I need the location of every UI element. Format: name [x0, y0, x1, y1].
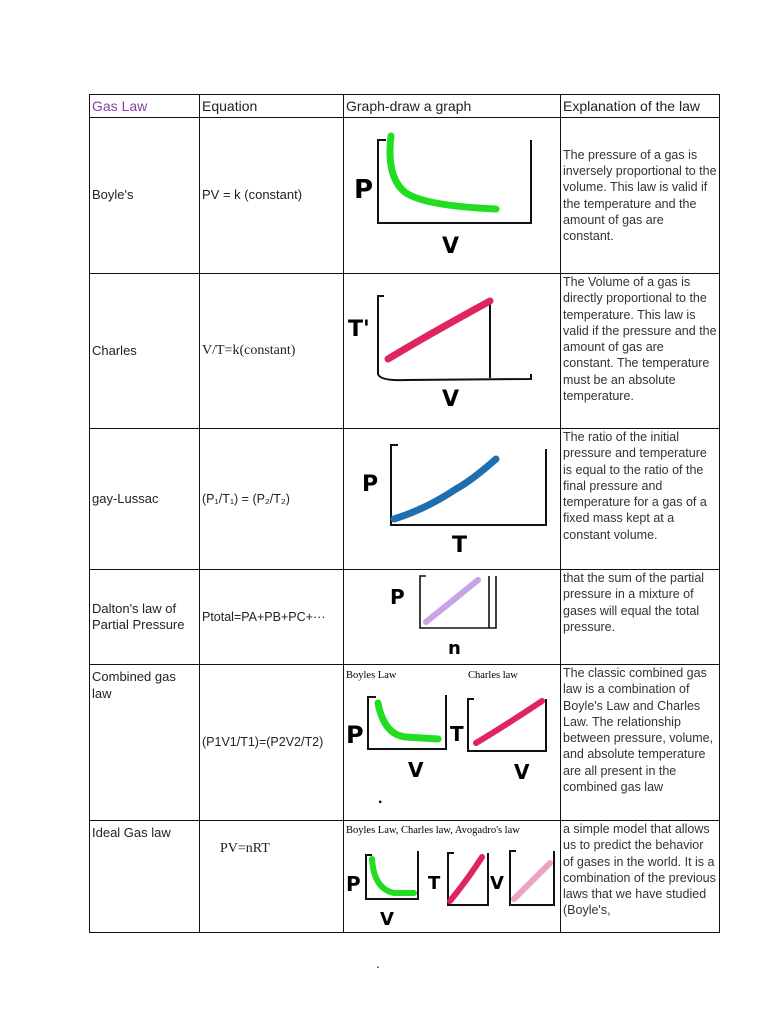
law-equation: V/T=k(constant): [200, 274, 344, 429]
header-gas-law: Gas Law: [90, 95, 200, 118]
charles-curve: [450, 857, 482, 901]
x-axis-label: n: [448, 638, 461, 659]
law-explanation: The classic combined gas law is a combination of Boyle's Law and Charles Law. The relationship between pressure, volume, and absolute temperature are all present in the combined gas law: [561, 665, 720, 821]
gas-laws-table: [89, 94, 720, 933]
law-explanation: that the sum of the partial pressure in a mixture of gases will equal the total pressure.: [561, 570, 720, 665]
caption-charles: Charles law: [468, 670, 518, 681]
left-y-label: P: [346, 721, 364, 749]
dalton-graph: [344, 570, 561, 665]
left-x-label: V: [408, 758, 424, 782]
row-ideal: [90, 821, 720, 933]
curve-line: [390, 136, 496, 209]
combined-graph: [344, 665, 561, 821]
row-boyles: [90, 118, 720, 274]
trend-line: [426, 580, 478, 622]
law-name: Charles: [90, 274, 200, 429]
law-explanation: a simple model that allows us to predict the behavior of gases in the world. It is a combination of the previous laws that we have studied (Boyle's,: [561, 821, 720, 933]
right-y-label: T: [450, 722, 464, 746]
law-equation: Ptotal=PA+PB+PC+···: [200, 570, 344, 665]
x-axis-label: V: [442, 234, 460, 259]
charles-graph: [344, 274, 561, 429]
row-gay-lussac: [90, 429, 720, 570]
boyles-curve: [372, 859, 414, 893]
gay-lussac-graph-svg: [346, 429, 561, 569]
ideal-graph: [344, 821, 561, 933]
right-x-label: V: [514, 760, 530, 784]
boyles-curve: [378, 703, 438, 739]
combined-graph-svg: [346, 665, 561, 820]
avogadro-curve: [514, 863, 550, 899]
y-axis-label: T': [348, 317, 370, 342]
y-axis-label: P: [362, 472, 379, 497]
header-graph: Graph-draw a graph: [344, 95, 561, 118]
boyles-graph: [344, 118, 561, 274]
stray-dot: .: [378, 790, 383, 807]
law-explanation: The pressure of a gas is inversely proportional to the volume. This law is valid if the temperature and the amount of gas are constant.: [561, 118, 720, 274]
law-equation: PV=nRT: [200, 821, 344, 933]
law-name: Ideal Gas law: [90, 821, 200, 933]
law-name: gay-Lussac: [90, 429, 200, 570]
x-axis-label: V: [442, 387, 460, 412]
y-axis-label: P: [354, 175, 374, 205]
gay-lussac-graph: [344, 429, 561, 570]
law-equation: (P1V1/T1)=(P2V2/T2): [200, 665, 344, 821]
b-y-label: T: [428, 873, 441, 894]
law-explanation: The ratio of the initial pressure and temperature is equal to the ratio of the final pressure and temperature for a gas of a fixed mass kept at a constant volume.: [561, 429, 720, 570]
caption-boyles: Boyles Law: [346, 670, 397, 681]
law-name: Combined gas law: [90, 665, 200, 821]
law-name: Dalton's law of Partial Pressure: [90, 570, 200, 665]
law-explanation: The Volume of a gas is directly proportional to the temperature. This law is valid if the pressure and the amount of gas are constant. The temperature must be an absolute temperature.: [561, 274, 720, 429]
trend-line: [394, 459, 496, 519]
row-charles: [90, 274, 720, 429]
trend-line: [388, 301, 490, 359]
axes: [378, 296, 531, 380]
boyles-graph-svg: [346, 118, 561, 273]
a-y-label: P: [346, 872, 361, 896]
header-equation: Equation: [200, 95, 344, 118]
header-row: [90, 95, 720, 118]
footer-dot: .: [376, 955, 380, 971]
a-x-label: V: [380, 909, 394, 930]
header-explanation: Explanation of the law: [561, 95, 720, 118]
dalton-graph-svg: [346, 570, 561, 664]
x-axis-label: T: [452, 533, 468, 558]
axes: [378, 140, 531, 223]
law-equation: (P₁/T₁) = (P₂/T₂): [200, 429, 344, 570]
ideal-graph-svg: [346, 821, 561, 932]
caption-ideal: Boyles Law, Charles law, Avogadro's law: [346, 825, 520, 836]
law-equation: PV = k (constant): [200, 118, 344, 274]
charles-curve: [476, 701, 542, 743]
charles-graph-svg: [346, 274, 561, 428]
c-y-label: V: [490, 873, 504, 894]
row-combined: [90, 665, 720, 821]
row-dalton: [90, 570, 720, 665]
y-axis-label: P: [390, 585, 405, 609]
law-name: Boyle's: [90, 118, 200, 274]
